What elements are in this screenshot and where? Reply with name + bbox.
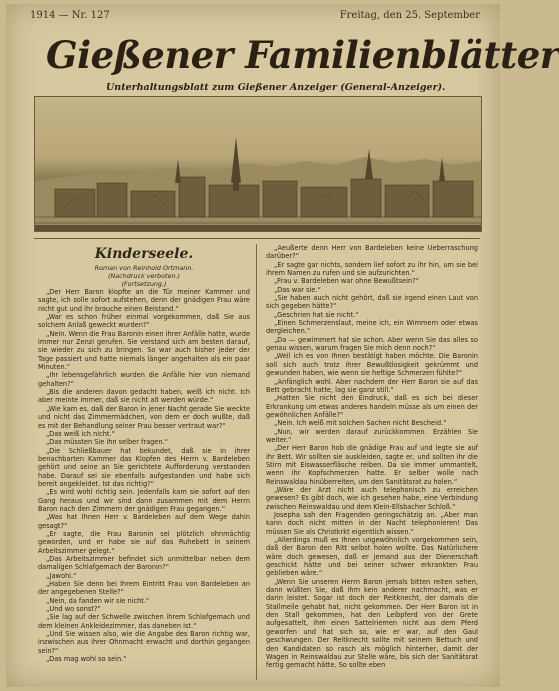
- article-paragraph: „Aeußerte denn Herr von Bardeleben keine Ueberraschung darüber?“: [266, 244, 478, 261]
- story-title: Kinderseele.: [94, 246, 194, 262]
- article-paragraph: „Ihr lebensgefährlich wurden die Anfälle hier von niemand gehalten?“: [38, 371, 250, 388]
- article-paragraph: „Nein. Ich weiß mit solchen Sachen nicht Bescheid.“: [274, 419, 447, 428]
- article-paragraph: „Weil ich es von Ihnen bestätigt haben möchte. Die Baronin soll sich auch trotz ihrer Bewußtlosigkeit gekrümmt und gewunden haben, wie wenn sie heftige Schmerzen fühlte?“: [266, 352, 478, 378]
- article-paragraph: „Das weiß ich nicht.“: [46, 429, 116, 438]
- story-byline: Roman von Reinhold Ortmann.: [94, 264, 194, 272]
- column-divider: [256, 244, 257, 680]
- newspaper-subtitle: Unterhaltungsblatt zum Gießener Anzeiger (General-Anzeiger).: [106, 82, 446, 93]
- article-paragraph: „Einen Schmerzenslaut, meine ich, ein Wimmern oder etwas dergleichen.“: [266, 319, 478, 336]
- article-paragraph: „Anfänglich wohl. Aber nachdem der Herr Baron sie auf das Bett gebracht hatte, lag sie ganz still.“: [266, 377, 478, 394]
- newspaper-title: Gießener Familienblätter: [46, 33, 559, 77]
- article-paragraph: „Allerdings muß es Ihnen ungewöhnlich vorgekommen sein, daß der Baron den Ritt selbst holen wollte. Das Natürlichere wäre doch gewesen, daß er jemand aus der Dienerschaft geschickt hätte und bei seiner schwer erkrankten Frau geblieben wäre.“: [266, 536, 478, 578]
- article-paragraph: „Sie haben auch nicht gehört, daß sie irgend einen Laut von sich gegeben hätte?“: [266, 294, 478, 311]
- reprint-note: (Nachdruck verboten.): [107, 272, 181, 280]
- article-paragraph: „Er sagte gar nichts, sondern lief sofort zu ihr hin, um sie bei ihrem Namen zu rufen und sie aufzurichten.“: [266, 260, 478, 278]
- article-paragraph: „Es wird wohl richtig sein. Jedenfalls kam sie sofort auf den Gang heraus und wir sind dann zusammen mit dem Herrn Baron nach den Zimmern der gnädigen Frau gegangen.“: [38, 488, 250, 513]
- header-rule: [34, 238, 480, 239]
- article-paragraph: „Das war sie.“: [274, 285, 321, 294]
- article-paragraph: „Nein. Wenn die Frau Baronin einen ihrer Anfälle hatte, wurde immer nur Zenzi gerufen. Sie verstand sich am besten darauf, sie wieder zu sich zu bringen. So war auch bisher jeder der Tage passiert und hatte niemals länger angehalten als ein paar Minuten.“: [38, 329, 250, 372]
- right-column: [266, 244, 478, 670]
- article-paragraph: „Er sagte, die Frau Baronin sei plötzlich ohnmächtig geworden, und er habe sie auf das Ruhebett in seinem Arbeitszimmer gelegt.“: [38, 529, 250, 555]
- article-paragraph: „Der Herr Baron klopfte an die Tür meiner Kammer und sagte, ich solle sofort aufstehen, denn der gnädigen Frau wäre nicht gut und ihr brauche einen Beistand.“: [38, 288, 250, 313]
- article-paragraph: „Der Herr Baron hob die gnädige Frau auf und legte sie auf ihr Bett. Wir sollten sie auskleiden, sagte er, und sollten ihr die Stirn mit Eiswasserfläsche reiben. Da sie immer ummantelt, wenn ihr Kopfschmerzen hatte. Er selber wolle nach Reinswaldau hinüberreiten, um den Sanitätsrat zu holen.“: [266, 444, 478, 486]
- city-skyline-illustration: [34, 96, 482, 232]
- article-paragraph: „Und Sie wissen also, wie die Angabe des Baron richtig war, inzwischen aus ihrer Ohnmacht erwacht und dorthin gegangen sein?“: [38, 630, 250, 655]
- article-paragraph: „Da — gewimmert hat sie schon. Aber wenn Sie das alles so genau wissen, warum fragen Sie mich denn noch?“: [266, 335, 478, 353]
- continuation-note: (Fortsetzung.): [121, 280, 167, 288]
- article-paragraph: „Wenn Sie unseren Herrn Baron jemals bitten reiten sehen, dann wüßten Sie, daß ihm kein anderer nachmacht, was er darin leistet. Sogar ist doch der Reitknecht, der damals die Stallmeile gehabt hat, nicht gekommen. Der Herr Baron ist in den Stall gekommen, hat den Leibpferd von der Grete aufgesattelt, ihm einen Sattelriemen nicht aus dem Pferd geworfen und hat sich so, wie er war, auf den Gaul geschwungen. Der Reitknecht sollte mit seinem Bettuch und den Kandidaten so rasch als möglich hinterher, damit der Wagen in Reinswaldau zur Stelle wäre, bis sich der Sanitätsrat fertig gemacht hätte. So sollte eben: [266, 577, 478, 670]
- article-paragraph: „Wäre der Arzt nicht auch telephonisch zu erreichen gewesen? Es gibt doch, wie ich gesehen habe, eine Verbindung zwischen Reinswaldau und dem Klein-Ellsbacher Schloß.“: [266, 485, 478, 511]
- issue-number: 1914 — Nr. 127: [30, 10, 110, 21]
- article-paragraph: „Und wo sonst?“: [46, 605, 101, 614]
- article-paragraph: „Sie lag auf der Schwelle zwischen ihrem Schlafgemach und dem kleinen Ankleidezimmer, das daneben ist.“: [38, 613, 250, 630]
- article-paragraph: „Haben Sie denn bei Ihrem Eintritt Frau von Bardeleben an der angegebenen Stelle?“: [38, 580, 250, 597]
- article-paragraph: „Was hat Ihnen Herr v. Bardeleben auf dem Wege dahin gesagt?“: [38, 513, 250, 530]
- article-paragraph: „Jawohl.“: [46, 571, 77, 580]
- article-paragraph: „Das müssten Sie ihn selber fragen.“: [46, 438, 169, 447]
- article-paragraph: „Nun, wir werden darauf zurückkommen. Erzählen Sie weiter.“: [266, 427, 478, 444]
- article-paragraph: „Bis die anderen davon gedacht haben, weiß ich nicht. Ich aber meinte immer, daß sie nicht alt werden würde.“: [38, 388, 250, 405]
- masthead-dateline: [30, 10, 480, 26]
- newspaper-page: [6, 4, 559, 687]
- issue-date: Freitag, den 25. September: [339, 10, 480, 21]
- article-paragraph: „Geschrien hat sie nicht.“: [274, 310, 359, 319]
- article-paragraph: „Frau v. Bardeleben war ohne Bewußtsein?“: [274, 277, 420, 286]
- left-column: [38, 244, 250, 663]
- article-paragraph: „Hatten Sie nicht den Eindruck, daß es sich bei dieser Erkrankung um etwas anderes handeln müsse als um einen der gewöhnlichen Anfälle?“: [266, 394, 478, 419]
- article-paragraph: Josepha sah den Fragenden geringschätzig an. „Aber man kann doch nicht mitten in der Nacht telephonieren! Das müssen Sie als Christkrkt eigentlich wissen.“: [266, 511, 478, 536]
- article-paragraph: „Das Arbeitszimmer befindet sich unmittelbar neben dem damaligen Schlafgemach der Baronin?“: [38, 555, 250, 572]
- article-paragraph: „War es schon früher einmal vorgekommen, daß Sie aus solchem Anlaß geweckt wurden?“: [38, 313, 250, 330]
- article-paragraph: „Die Schließbauer hat bekundet, daß sie in ihrer benachbarten Kammer das Klopfen des Herrn v. Bardeleben gehört und seine an Sie gerichtete Aufforderung verstanden habe. Darauf sei sie ebenfalls aufgestanden und habe sich bereit angekleidet. Ist das richtig?“: [38, 446, 250, 488]
- article-paragraph: „Nein, da fanden wir sie nicht.“: [46, 596, 150, 605]
- article-paragraph: „Das mag wohl so sein.“: [46, 655, 127, 664]
- article-paragraph: „Wie kam es, daß der Baron in jener Nacht gerade Sie weckte und nicht das Zimmermädchen, von dem er doch wußte, daß es mit der Behandlung seiner Frau besser vertraut war?“: [38, 404, 250, 430]
